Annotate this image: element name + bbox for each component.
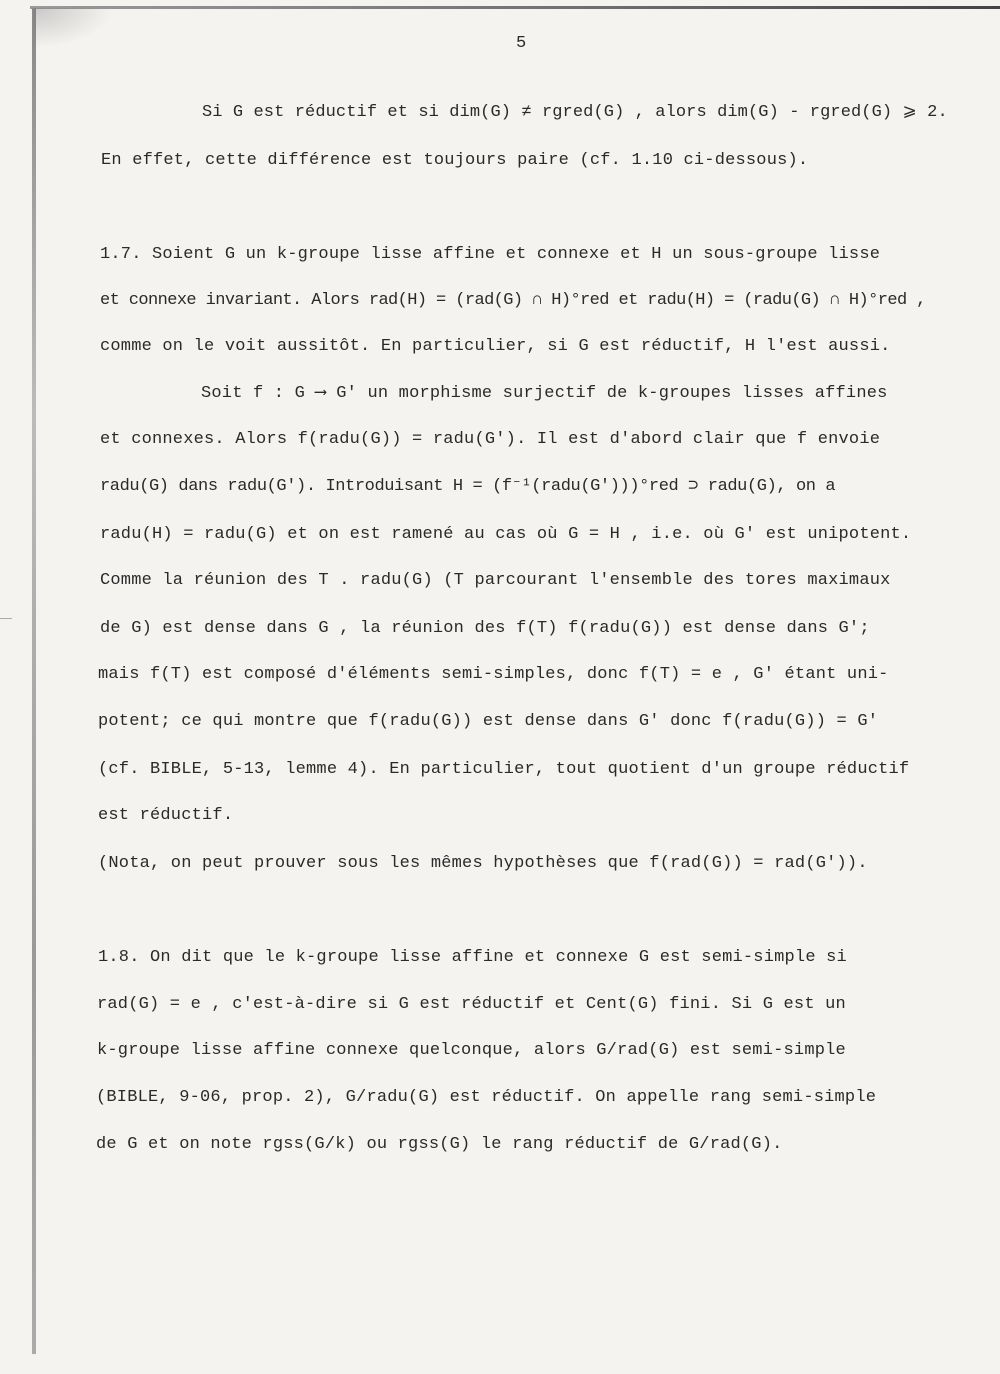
- text-line: radu(H) = radu(G) et on est ramené au cas où G = H , i.e. où G' est unipotent.: [100, 525, 912, 544]
- text-line: radu(G) dans radu(G'). Introduisant H = (f⁻¹(radu(G')))°red ⊃ radu(G), on a: [100, 477, 836, 496]
- text-line: et connexe invariant. Alors rad(H) = (rad(G) ∩ H)°red et radu(H) = (radu(G) ∩ H)°red ,: [100, 291, 926, 310]
- text-line: Si G est réductif et si dim(G) ≠ rgred(G) , alors dim(G) - rgred(G) ⩾ 2.: [202, 103, 948, 122]
- section-1-8-line: 1.8. On dit que le k-groupe lisse affine et connexe G est semi-simple si: [98, 948, 847, 967]
- section-1-7-line: 1.7. Soient G un k-groupe lisse affine et connexe et H un sous-groupe lisse: [100, 245, 881, 264]
- nota-line: (Nota, on peut prouver sous les mêmes hypothèses que f(rad(G)) = rad(G')).: [98, 854, 868, 873]
- text-line: et connexes. Alors f(radu(G)) = radu(G'). Il est d'abord clair que f envoie: [100, 430, 881, 449]
- scan-edge-left: [32, 8, 36, 1354]
- text-line: de G) est dense dans G , la réunion des f(T) f(radu(G)) est dense dans G';: [100, 619, 870, 638]
- text-line: (cf. BIBLE, 5-13, lemme 4). En particulier, tout quotient d'un groupe réductif: [98, 760, 910, 779]
- text-line: k-groupe lisse affine connexe quelconque, alors G/rad(G) est semi-simple: [97, 1041, 846, 1060]
- text-line: Soit f : G ⟶ G' un morphisme surjectif de k-groupes lisses affines: [201, 384, 888, 403]
- text-line: est réductif.: [98, 806, 234, 825]
- text-line: potent; ce qui montre que f(radu(G)) est dense dans G' donc f(radu(G)) = G': [98, 712, 879, 731]
- scan-corner-shadow: [34, 8, 114, 48]
- text-line: (BIBLE, 9-06, prop. 2), G/radu(G) est réductif. On appelle rang semi-simple: [96, 1088, 877, 1107]
- text-line: Comme la réunion des T . radu(G) (T parcourant l'ensemble des tores maximaux: [100, 571, 891, 590]
- scan-margin-mark: [0, 618, 12, 619]
- text-line: comme on le voit aussitôt. En particulier, si G est réductif, H l'est aussi.: [100, 337, 891, 356]
- text-line: mais f(T) est composé d'éléments semi-simples, donc f(T) = e , G' étant uni-: [98, 665, 889, 684]
- text-line: rad(G) = e , c'est-à-dire si G est réductif et Cent(G) fini. Si G est un: [97, 995, 846, 1014]
- text-line: de G et on note rgss(G/k) ou rgss(G) le rang réductif de G/rad(G).: [96, 1135, 783, 1154]
- text-line: En effet, cette différence est toujours paire (cf. 1.10 ci-dessous).: [101, 151, 809, 170]
- page-number: 5: [516, 34, 527, 53]
- scan-edge-top: [30, 6, 1000, 9]
